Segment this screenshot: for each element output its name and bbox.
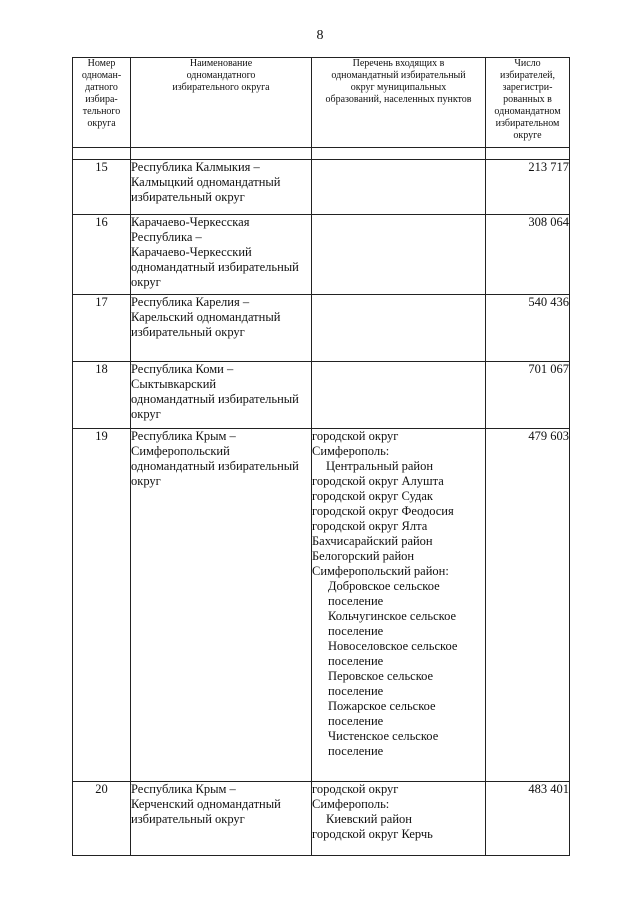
district-name-line: округ bbox=[131, 474, 161, 488]
table-row bbox=[73, 160, 570, 215]
district-name bbox=[131, 429, 312, 782]
municipality-line: Белогорский район bbox=[312, 549, 415, 563]
header-list bbox=[312, 58, 486, 148]
district-name-line: Республика – bbox=[131, 230, 202, 244]
municipality-line: поселение bbox=[328, 594, 384, 608]
district-number: 20 bbox=[73, 782, 131, 856]
municipality-line: Добровское сельское bbox=[328, 579, 440, 593]
table-body bbox=[73, 160, 570, 856]
voters-count: 308 064 bbox=[486, 215, 570, 295]
table-row bbox=[73, 429, 570, 782]
district-name-line: Калмыцкий одномандатный bbox=[131, 175, 281, 189]
header-number bbox=[73, 58, 131, 148]
voters-count: 479 603 bbox=[486, 429, 570, 782]
district-name-line: Карачаево-Черкесская bbox=[131, 215, 250, 229]
municipality-line: Бахчисарайский район bbox=[312, 534, 433, 548]
header-text-line: Перечень входящих в bbox=[352, 58, 445, 69]
header-text-line: одномандатном bbox=[494, 106, 561, 117]
district-name-line: округ bbox=[131, 407, 161, 421]
header-text-line: зарегистри- bbox=[502, 82, 553, 93]
header-text-line: одноман- bbox=[81, 70, 122, 81]
municipality-line: Пожарское сельское bbox=[328, 699, 436, 713]
header-text-line: округе bbox=[513, 130, 542, 141]
municipality-line: Чистенское сельское bbox=[328, 729, 439, 743]
municipality-line: городской округ Судак bbox=[312, 489, 433, 503]
district-name bbox=[131, 295, 312, 362]
table-row bbox=[73, 782, 570, 856]
municipality-line: городской округ Феодосия bbox=[312, 504, 454, 518]
header-text-line: округ муниципальных bbox=[350, 82, 447, 93]
header-text-line: избира- bbox=[85, 94, 118, 105]
district-name-line: Республика Калмыкия – bbox=[131, 160, 260, 174]
header-text-line: образований, населенных пунктов bbox=[325, 94, 472, 105]
municipalities-list bbox=[312, 362, 486, 429]
district-name-line: Республика Крым – bbox=[131, 782, 236, 796]
district-name-line: Карачаево-Черкесский bbox=[131, 245, 252, 259]
municipalities-list bbox=[312, 295, 486, 362]
district-name bbox=[131, 160, 312, 215]
header-text-line: округа bbox=[87, 118, 116, 129]
district-number: 16 bbox=[73, 215, 131, 295]
district-name bbox=[131, 215, 312, 295]
district-name-line: Республика Карелия – bbox=[131, 295, 250, 309]
district-name-line: Керченский одномандатный bbox=[131, 797, 281, 811]
municipality-line: Перовское сельское bbox=[328, 669, 434, 683]
district-number: 15 bbox=[73, 160, 131, 215]
header-text-line: рованных в bbox=[503, 94, 552, 105]
municipality-line: Кольчугинское сельское bbox=[328, 609, 457, 623]
district-name-line: избирательный округ bbox=[131, 190, 245, 204]
municipality-line: поселение bbox=[328, 624, 384, 638]
district-name-line: Карельский одномандатный bbox=[131, 310, 281, 324]
district-name-line: избирательный округ bbox=[131, 812, 245, 826]
header-text-line: одномандатный избирательный bbox=[331, 70, 466, 81]
municipality-line: поселение bbox=[328, 744, 384, 758]
municipality-line: Киевский район bbox=[326, 812, 412, 826]
municipality-line: Центральный район bbox=[326, 459, 434, 473]
district-name-line: избирательный округ bbox=[131, 325, 245, 339]
voters-count: 701 067 bbox=[486, 362, 570, 429]
district-name-line: округ bbox=[131, 275, 161, 289]
municipalities-list bbox=[312, 160, 486, 215]
table-row bbox=[73, 362, 570, 429]
municipality-line: Симферопольский район: bbox=[312, 564, 449, 578]
header-text-line: избирательном bbox=[495, 118, 560, 129]
header-text-line: Наименование bbox=[189, 58, 253, 69]
header-spacer-row bbox=[73, 148, 570, 160]
table-row bbox=[73, 215, 570, 295]
municipality-line: поселение bbox=[328, 684, 384, 698]
header-text-line: избирательного округа bbox=[172, 82, 270, 93]
district-name-line: Сыктывкарский bbox=[131, 377, 217, 391]
header-text-line: датного bbox=[85, 82, 118, 93]
municipality-line: городской округ Алушта bbox=[312, 474, 444, 488]
district-name-line: Республика Коми – bbox=[131, 362, 234, 376]
voters-count: 483 401 bbox=[486, 782, 570, 856]
district-number: 19 bbox=[73, 429, 131, 782]
district-name-line: одномандатный избирательный bbox=[131, 392, 299, 406]
district-name-line: Симферопольский bbox=[131, 444, 230, 458]
district-number: 17 bbox=[73, 295, 131, 362]
districts-table bbox=[72, 57, 570, 856]
page-number: 8 bbox=[316, 28, 324, 43]
header-text-line: тельного bbox=[82, 106, 121, 117]
municipality-line: городской округ bbox=[312, 782, 399, 796]
municipalities-list bbox=[312, 782, 486, 856]
municipality-line: поселение bbox=[328, 654, 384, 668]
municipality-line: Симферополь: bbox=[312, 797, 390, 811]
municipalities-list bbox=[312, 429, 486, 782]
voters-count: 213 717 bbox=[486, 160, 570, 215]
header-text-line: одномандатного bbox=[186, 70, 256, 81]
district-number: 18 bbox=[73, 362, 131, 429]
municipalities-list bbox=[312, 215, 486, 295]
header-text-line: Число bbox=[514, 58, 541, 69]
municipality-line: Новоселовское сельское bbox=[328, 639, 458, 653]
header-voters bbox=[486, 58, 570, 148]
district-name-line: Республика Крым – bbox=[131, 429, 236, 443]
municipality-line: городской округ Ялта bbox=[312, 519, 428, 533]
district-name bbox=[131, 782, 312, 856]
table-header-row bbox=[73, 58, 570, 148]
municipality-line: городской округ Керчь bbox=[312, 827, 433, 841]
district-name-line: одномандатный избирательный bbox=[131, 260, 299, 274]
district-name bbox=[131, 362, 312, 429]
municipality-line: Симферополь: bbox=[312, 444, 390, 458]
voters-count: 540 436 bbox=[486, 295, 570, 362]
district-name-line: одномандатный избирательный bbox=[131, 459, 299, 473]
municipality-line: городской округ bbox=[312, 429, 399, 443]
header-text-line: избирателей, bbox=[499, 70, 555, 81]
header-name bbox=[131, 58, 312, 148]
municipality-line: поселение bbox=[328, 714, 384, 728]
table-row bbox=[73, 295, 570, 362]
header-text-line: Номер bbox=[87, 58, 116, 69]
